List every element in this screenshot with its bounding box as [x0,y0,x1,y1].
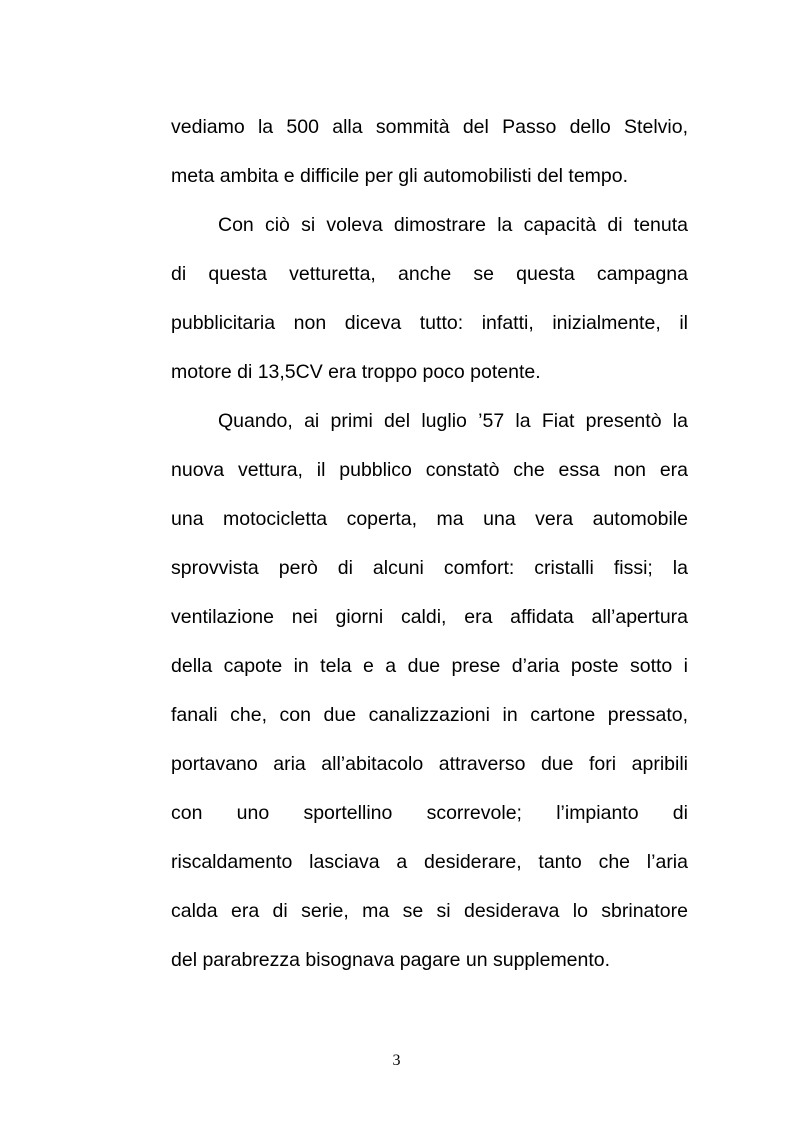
text-line: sprovvista però di alcuni comfort: cristalli fissi; la [171,557,688,579]
text-line: una motocicletta coperta, ma una vera automobile [171,508,688,530]
text-line: di questa vetturetta, anche se questa campagna [171,263,688,285]
text-line: motore di 13,5CV era troppo poco potente. [171,361,541,383]
text-line: portavano aria all’abitacolo attraverso due fori apribili [171,753,688,775]
text-line: del parabrezza bisognava pagare un supplemento. [171,949,611,971]
text-line: ventilazione nei giorni caldi, era affidata all’apertura [171,606,688,628]
text-line: con uno sportellino scorrevole; l’impianto di [171,802,688,824]
text-line: della capote in tela e a due prese d’aria poste sotto i [171,655,688,677]
page-number: 3 [392,1052,401,1069]
text-line: fanali che, con due canalizzazioni in cartone pressato, [171,704,688,726]
text-line: calda era di serie, ma se si desiderava lo sbrinatore [171,900,688,922]
text-line: vediamo la 500 alla sommità del Passo dello Stelvio, [171,116,688,138]
body-text [171,103,688,985]
text-line: riscaldamento lasciava a desiderare, tanto che l’aria [171,851,688,873]
text-line: meta ambita e difficile per gli automobilisti del tempo. [171,165,629,187]
paragraph-start-line: Con ciò si voleva dimostrare la capacità di tenuta [218,214,688,236]
text-line: pubblicitaria non diceva tutto: infatti, inizialmente, il [171,312,688,334]
text-line: nuova vettura, il pubblico constatò che essa non era [171,459,688,481]
paragraph-start-line: Quando, ai primi del luglio ’57 la Fiat presentò la [218,410,688,432]
